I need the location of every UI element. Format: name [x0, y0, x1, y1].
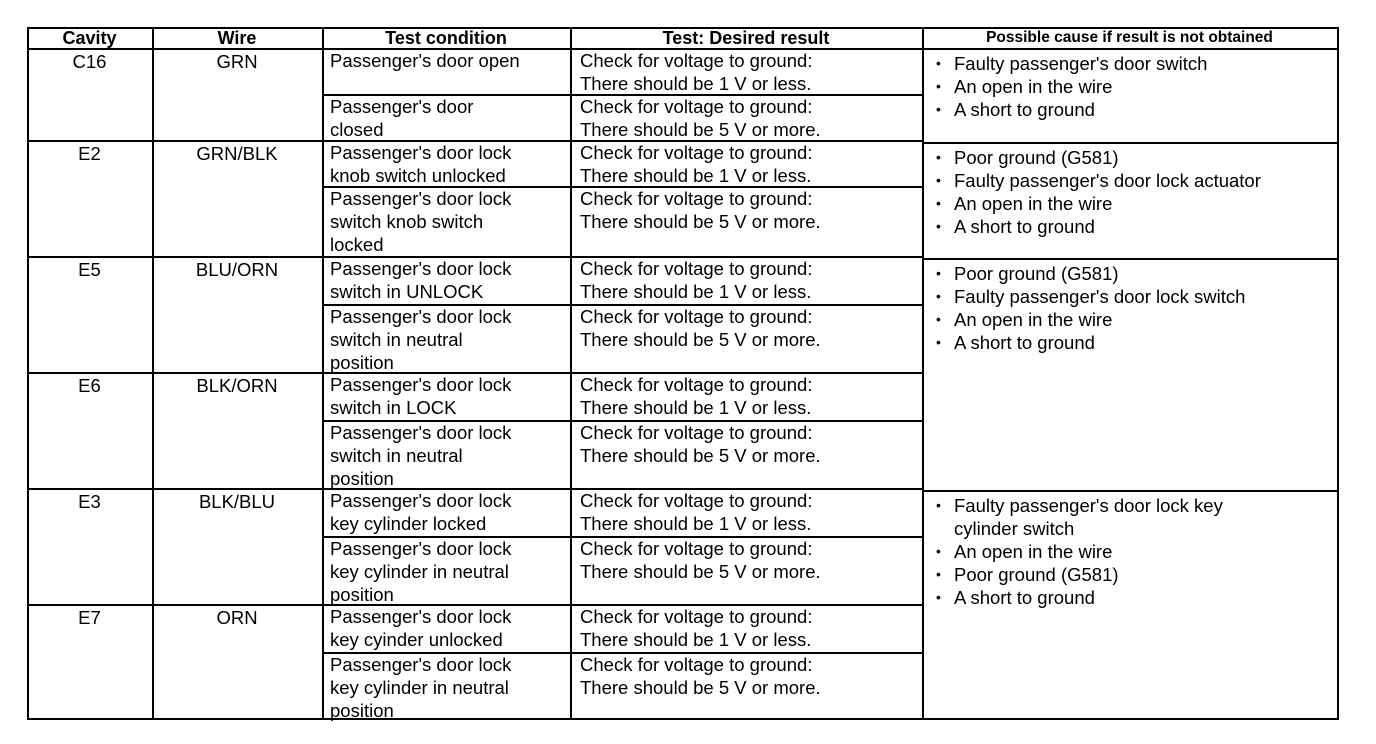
test-condition-line: switch in neutral — [330, 329, 463, 350]
test-condition-line: Passenger's door open — [330, 50, 520, 71]
test-condition-cell — [330, 95, 473, 141]
wire-cell: BLK/ORN — [196, 375, 278, 396]
cavity-cell: E2 — [78, 143, 101, 164]
test-condition-cell — [330, 489, 511, 535]
possible-cause-item: • Poor ground (G581) — [932, 563, 1223, 586]
test-condition-line: Passenger's door lock — [330, 654, 512, 675]
test-condition-line: knob switch unlocked — [330, 165, 506, 186]
test-condition-cell — [330, 537, 511, 606]
desired-result-line: Check for voltage to ground: — [580, 306, 813, 327]
desired-result-cell — [580, 141, 812, 187]
possible-cause-item: • A short to ground — [932, 586, 1223, 609]
possible-cause-item-continued: cylinder switch — [954, 518, 1075, 539]
wire-cell: BLU/ORN — [195, 259, 279, 280]
possible-cause-item: • Faulty passenger's door lock actuator — [932, 169, 1261, 192]
possible-cause-item: • A short to ground — [932, 98, 1207, 121]
cavity-cell: E3 — [78, 491, 101, 512]
desired-result-line: Check for voltage to ground: — [580, 422, 813, 443]
desired-result-line: There should be 5 V or more. — [580, 677, 821, 698]
desired-result-line: Check for voltage to ground: — [580, 654, 813, 675]
desired-result-line: Check for voltage to ground: — [580, 374, 813, 395]
test-condition-line: key cylinder in neutral — [330, 561, 509, 582]
desired-result-line: Check for voltage to ground: — [580, 538, 813, 559]
test-condition-cell — [330, 49, 520, 72]
desired-result-cell — [580, 187, 821, 233]
header-cavity: Cavity — [62, 28, 117, 48]
desired-result-cell — [580, 257, 812, 303]
desired-result-cell — [580, 653, 821, 699]
possible-cause-item: • Poor ground (G581) — [932, 262, 1245, 285]
test-condition-cell — [330, 141, 511, 187]
header-desired-result: Test: Desired result — [662, 28, 830, 48]
test-condition-line: key cyinder unlocked — [330, 629, 503, 650]
possible-cause-item: • Faulty passenger's door lock switch — [932, 285, 1245, 308]
test-condition-cell — [330, 421, 511, 490]
desired-result-line: There should be 1 V or less. — [580, 281, 812, 302]
cause-group-divider — [922, 142, 1337, 144]
desired-result-line: Check for voltage to ground: — [580, 142, 813, 163]
header-possible-cause: Possible cause if result is not obtained — [986, 29, 1273, 46]
cause-group-divider — [922, 490, 1337, 492]
desired-result-line: Check for voltage to ground: — [580, 258, 813, 279]
possible-cause-item: • An open in the wire — [932, 192, 1261, 215]
cavity-cell: E5 — [78, 259, 101, 280]
test-condition-line: Passenger's door lock — [330, 374, 512, 395]
column-divider — [1337, 27, 1339, 720]
possible-cause-list — [932, 52, 1207, 121]
test-condition-line: switch in UNLOCK — [330, 281, 484, 302]
possible-cause-list — [932, 494, 1223, 609]
cavity-cell: E7 — [78, 607, 101, 628]
desired-result-line: There should be 5 V or more. — [580, 119, 821, 140]
test-condition-line: switch knob switch — [330, 211, 484, 232]
test-condition-line: Passenger's door lock — [330, 142, 512, 163]
desired-result-line: Check for voltage to ground: — [580, 490, 813, 511]
test-condition-cell — [330, 305, 511, 374]
test-condition-line: switch in neutral — [330, 445, 463, 466]
test-condition-line: Passenger's door lock — [330, 490, 512, 511]
header-test-condition: Test condition — [385, 28, 507, 48]
test-condition-line: position — [330, 352, 394, 373]
possible-cause-list — [932, 146, 1261, 238]
test-condition-line: locked — [330, 234, 384, 255]
test-condition-cell — [330, 373, 511, 419]
test-condition-line: position — [330, 468, 394, 489]
possible-cause-item: • A short to ground — [932, 215, 1261, 238]
desired-result-line: There should be 5 V or more. — [580, 211, 821, 232]
desired-result-line: There should be 5 V or more. — [580, 561, 821, 582]
possible-cause-item: • A short to ground — [932, 331, 1245, 354]
test-condition-line: position — [330, 584, 394, 605]
cavity-cell: C16 — [72, 51, 107, 72]
cause-group-divider — [922, 258, 1337, 260]
possible-cause-item: • Faulty passenger's door switch — [932, 52, 1207, 75]
test-condition-line: switch in LOCK — [330, 397, 457, 418]
possible-cause-item: • An open in the wire — [932, 540, 1223, 563]
desired-result-line: There should be 5 V or more. — [580, 329, 821, 350]
wire-cell: ORN — [216, 607, 258, 628]
desired-result-cell — [580, 95, 821, 141]
test-condition-line: position — [330, 700, 394, 721]
desired-result-cell — [580, 305, 821, 351]
desired-result-line: There should be 1 V or less. — [580, 397, 812, 418]
wire-cell: BLK/BLU — [198, 491, 276, 512]
desired-result-cell — [580, 605, 812, 651]
test-condition-line: Passenger's door lock — [330, 188, 512, 209]
desired-result-line: There should be 1 V or less. — [580, 165, 812, 186]
cavity-cell: E6 — [78, 375, 101, 396]
table-bottom-border — [27, 718, 1337, 720]
desired-result-cell — [580, 373, 812, 419]
possible-cause-item: • Faulty passenger's door lock key — [932, 494, 1223, 517]
test-condition-line: Passenger's door lock — [330, 258, 512, 279]
desired-result-cell — [580, 537, 821, 583]
desired-result-cell — [580, 421, 821, 467]
desired-result-line: Check for voltage to ground: — [580, 96, 813, 117]
possible-cause-list — [932, 262, 1245, 354]
test-condition-line: Passenger's door lock — [330, 606, 512, 627]
possible-cause-item: • An open in the wire — [932, 75, 1207, 98]
possible-cause-item: • An open in the wire — [932, 308, 1245, 331]
desired-result-line: There should be 1 V or less. — [580, 513, 812, 534]
test-condition-line: closed — [330, 119, 384, 140]
column-divider — [922, 27, 924, 720]
test-condition-line: Passenger's door — [330, 96, 474, 117]
desired-result-cell — [580, 489, 812, 535]
desired-result-line: There should be 1 V or less. — [580, 629, 812, 650]
test-condition-line: Passenger's door lock — [330, 422, 512, 443]
test-condition-line: key cylinder locked — [330, 513, 487, 534]
test-condition-line: Passenger's door lock — [330, 306, 512, 327]
header-wire: Wire — [217, 28, 257, 48]
test-condition-cell — [330, 605, 511, 651]
wire-cell: GRN — [216, 51, 258, 72]
test-condition-cell — [330, 257, 511, 303]
test-condition-line: key cylinder in neutral — [330, 677, 509, 698]
test-condition-line: Passenger's door lock — [330, 538, 512, 559]
desired-result-line: There should be 5 V or more. — [580, 445, 821, 466]
wire-cell: GRN/BLK — [196, 143, 278, 164]
desired-result-line: Check for voltage to ground: — [580, 50, 813, 71]
possible-cause-item: • Poor ground (G581) — [932, 146, 1261, 169]
desired-result-line: Check for voltage to ground: — [580, 606, 813, 627]
test-condition-cell — [330, 187, 511, 256]
desired-result-line: Check for voltage to ground: — [580, 188, 813, 209]
test-condition-cell — [330, 653, 511, 722]
desired-result-cell — [580, 49, 812, 95]
desired-result-line: There should be 1 V or less. — [580, 73, 812, 94]
